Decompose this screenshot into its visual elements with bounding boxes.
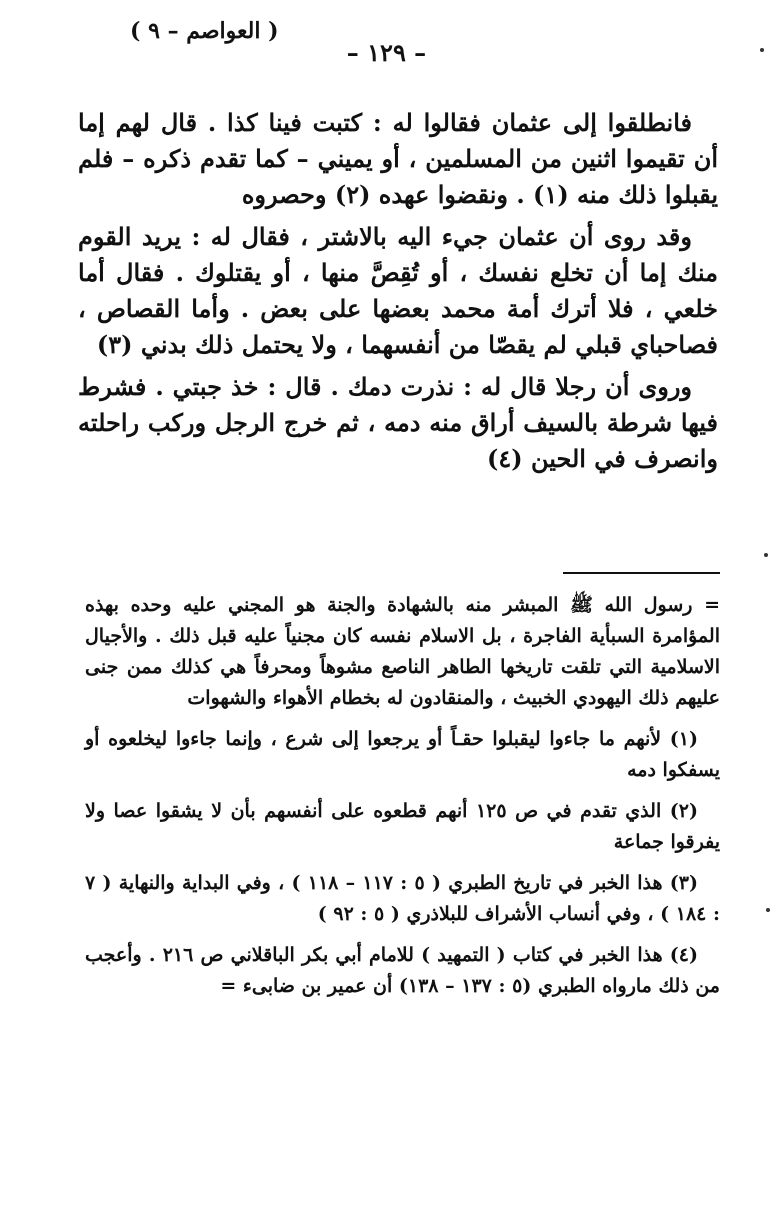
- footnote-1: (١) لأنهم ما جاءوا ليقبلوا حقـاً أو يرجعوا إلى شرع ، وإنما جاءوا ليخلعوه أو يسفكوا دمه: [85, 728, 720, 781]
- scan-speck: [764, 553, 768, 557]
- scan-speck: [766, 908, 770, 912]
- page-number: – ١٢٩ –: [346, 38, 427, 67]
- footnote-separator: [563, 572, 720, 574]
- main-text-body: [78, 105, 718, 483]
- footnote-3: (٣) هذا الخبر في تاريخ الطبري ( ٥ : ١١٧ – ١١٨ ) ، وفي البداية والنهاية ( ٧ : ١٨٤ ) ، وفي أنساب الأشراف للبلاذري ( ٥ : ٩٢ ): [85, 872, 720, 925]
- scan-speck: [760, 48, 764, 52]
- paragraph-3: وروى أن رجلا قال له : نذرت دمك . قال : خذ جبتي . فشرط فيها شرطة بالسيف أراق منه دمه ، ثم خرج الرجل وركب راحلته وانصرف في الحين (٤): [78, 372, 718, 473]
- footnote-continuation: = رسول الله ﷺ المبشر منه بالشهادة والجنة هو المجني عليه وحده بهذه المؤامرة السبأية الفاجرة ، بل الاسلام نفسه كان مجنياً عليه قبل ذلك . والأجيال الاسلامية التي تلقت تاريخها الطاهر الناصع مشوهاً ومحرفاً هي كذلك ممن جنى عليهم ذلك اليهودي الخبيث ، والمنقادون له بخطام الأهواء والشهوات: [85, 594, 720, 709]
- paragraph-2: وقد روى أن عثمان جيء اليه بالاشتر ، فقال له : يريد القوم منك إما أن تخلع نفسك ، أو تُقِصَّ منها ، أو يقتلوك . فقال أما خلعي ، فلا أترك أمة محمد بعضها على بعض . وأما القصاص ، فصاحباي قبلي لم يقصّا من أنفسهما ، ولا يحتمل ذلك بدني (٣): [78, 222, 718, 359]
- footnote-2: (٢) الذي تقدم في ص ١٢٥ أنهم قطعوه على أنفسهم بأن لا يشقوا عصا ولا يفرقوا جماعة: [85, 800, 720, 853]
- paragraph-1: فانطلقوا إلى عثمان فقالوا له : كتبت فينا كذا . قال لهم إما أن تقيموا اثنين من المسلمين ، أو يميني – كما تقدم ذكره – فلم يقبلوا ذلك منه (١) . ونقضوا عهده (٢) وحصروه: [78, 108, 718, 209]
- running-header: ( العواصم – ٩ ): [130, 18, 279, 44]
- footnote-4: (٤) هذا الخبر في كتاب ( التمهيد ) للامام أبي بكر الباقلاني ص ٢١٦ . وأعجب من ذلك مارواه الطبري (٥ : ١٣٧ – ١٣٨) أن عمير بن ضابىء =: [85, 944, 720, 997]
- footnotes-section: [85, 590, 720, 1012]
